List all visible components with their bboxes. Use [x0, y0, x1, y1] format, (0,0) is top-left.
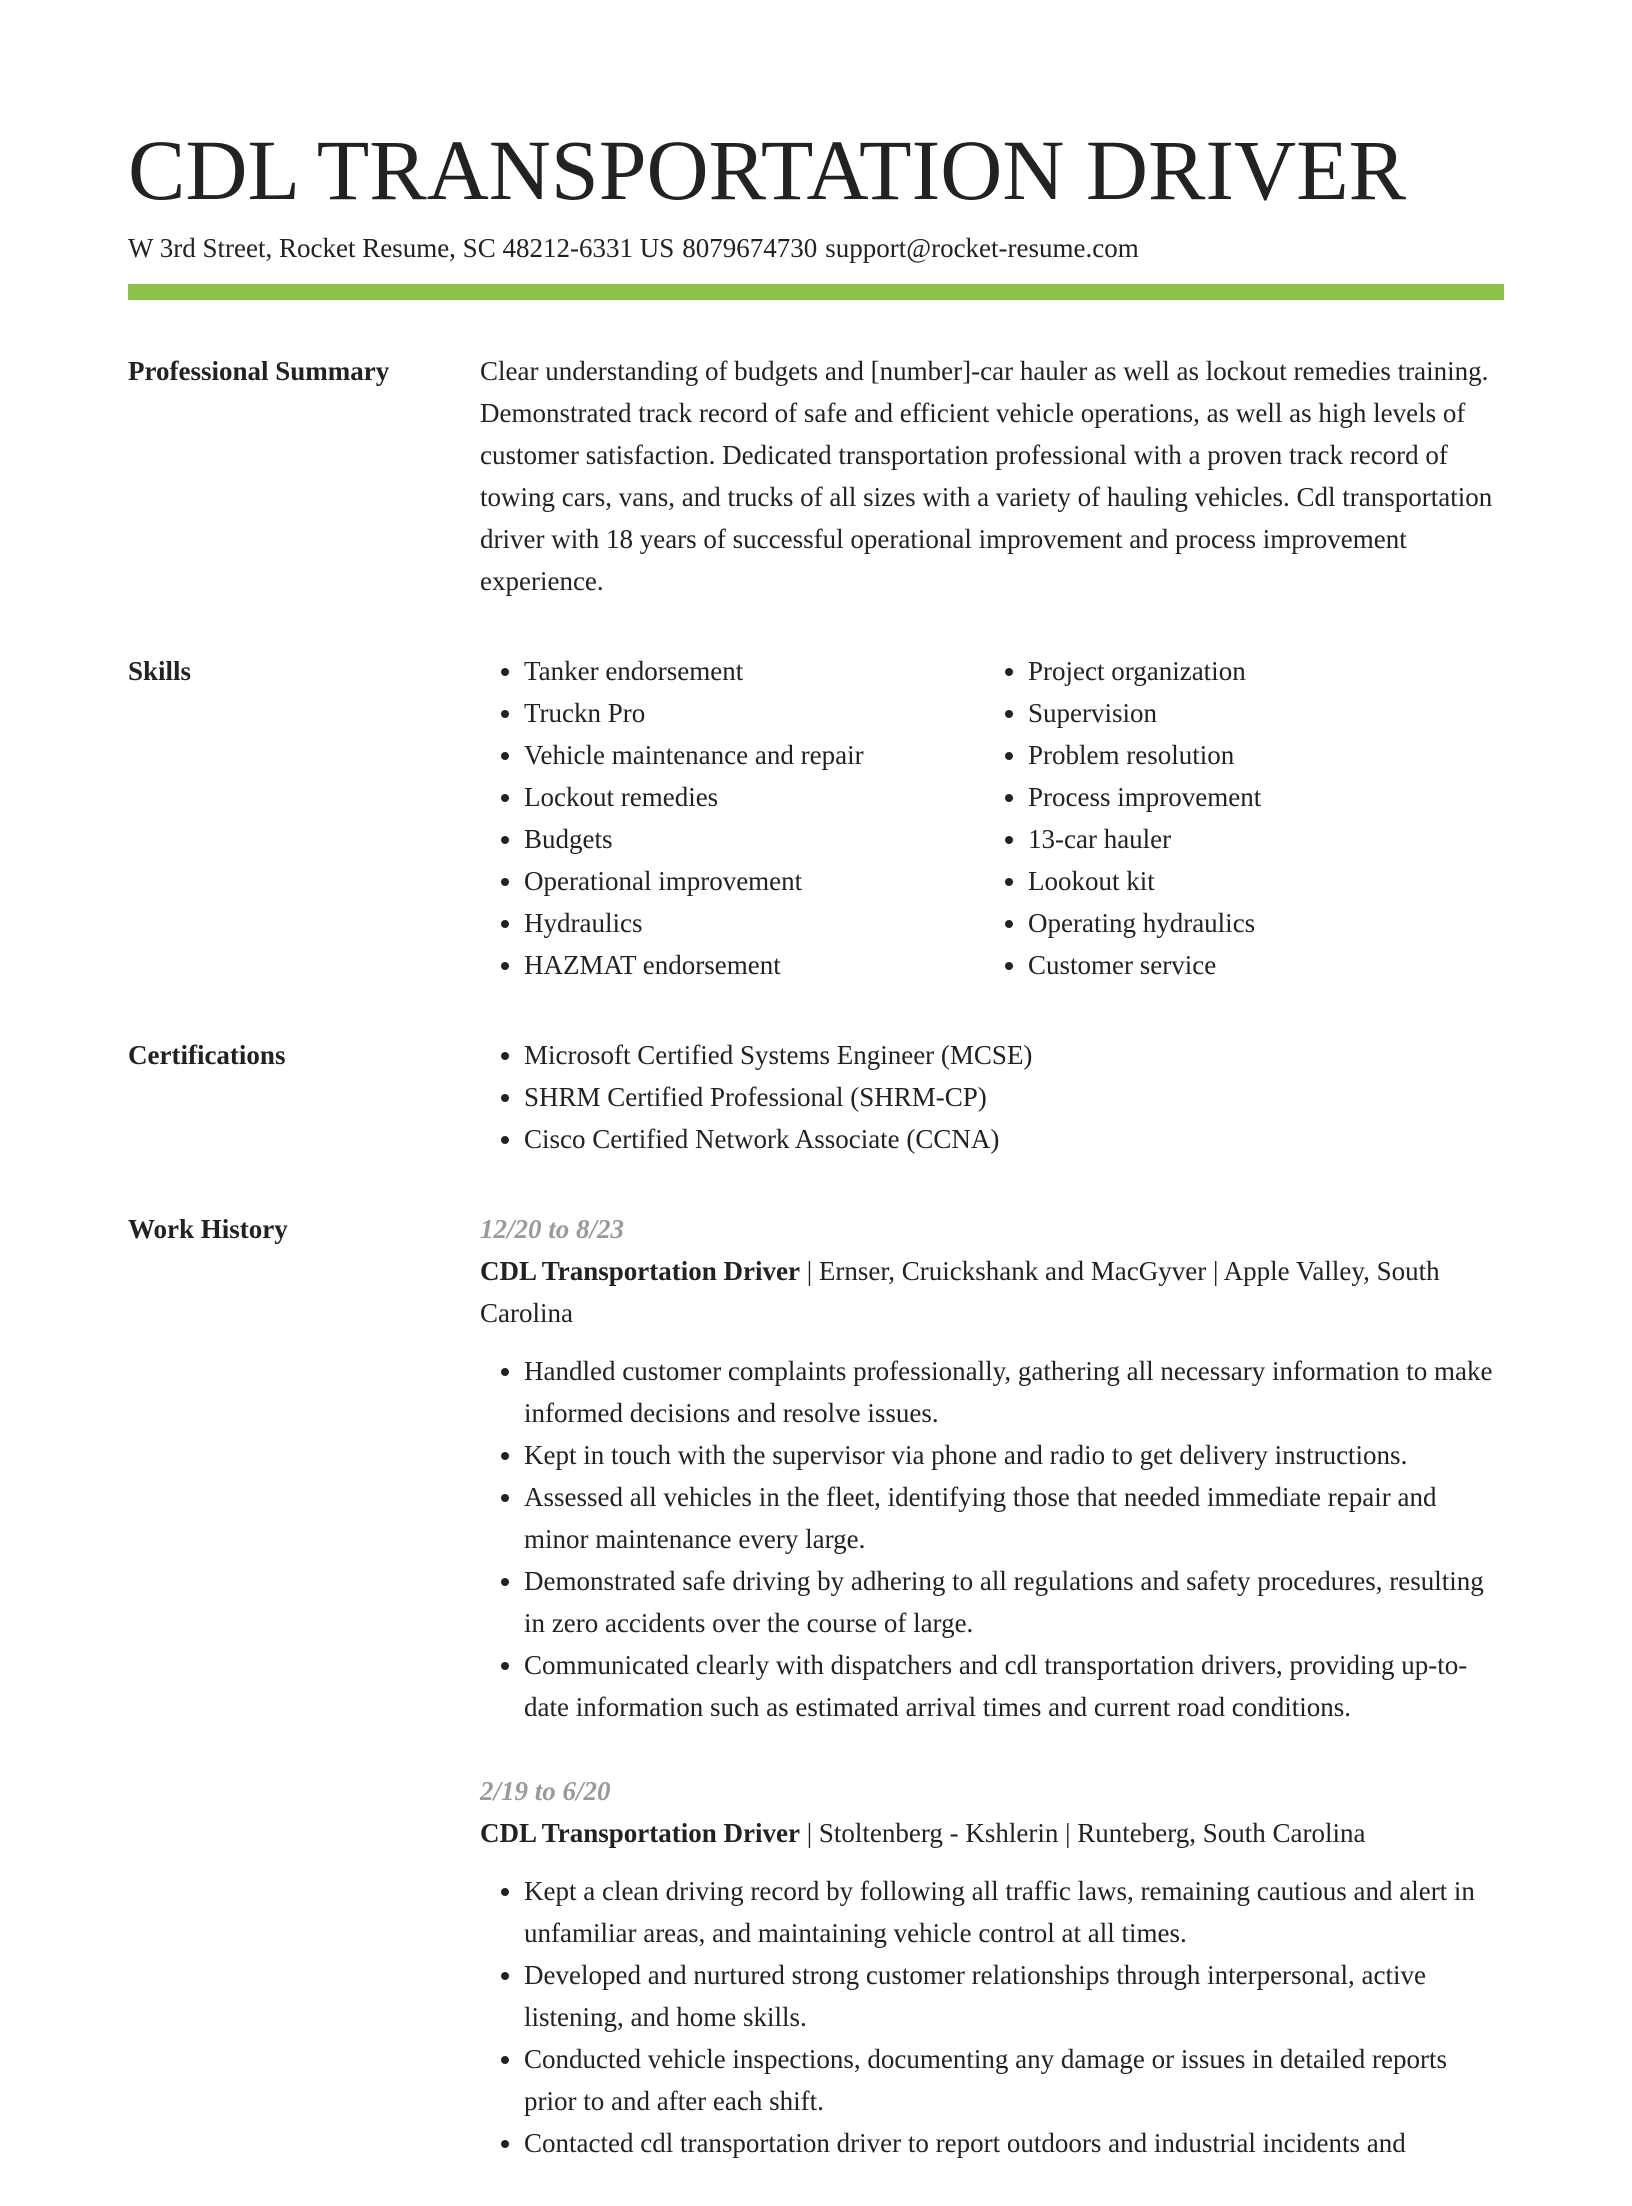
- work-history-section: [128, 1208, 1504, 2206]
- job-entry: [480, 1770, 1504, 2164]
- job-title-line: [480, 1250, 1504, 1334]
- skills-left-column: [480, 650, 984, 986]
- job-bullet: • Contacted cdl transportation driver to report outdoors and industrial incidents and: [524, 2122, 1504, 2164]
- job-title: CDL Transportation Driver: [480, 1256, 800, 1286]
- skill-item: • Vehicle maintenance and repair: [524, 734, 984, 776]
- skill-item: • Hydraulics: [524, 902, 984, 944]
- job-bullet: • Conducted vehicle inspections, documenting any damage or issues in detailed reports prior to and after each shift.: [524, 2038, 1504, 2122]
- skill-item: • Problem resolution: [1028, 734, 1488, 776]
- resume-page: [128, 120, 1504, 2206]
- skill-item: • Supervision: [1028, 692, 1488, 734]
- job-bullet: • Handled customer complaints professionally, gathering all necessary information to make informed decisions and resolve issues.: [524, 1350, 1504, 1434]
- job-entry: [480, 1208, 1504, 1728]
- skills-right-column: [984, 650, 1488, 986]
- job-dates: 2/19 to 6/20: [480, 1776, 611, 1806]
- work-history-heading: Work History: [128, 1214, 288, 1244]
- job-bullet: • Kept in touch with the supervisor via phone and radio to get delivery instructions.: [524, 1434, 1504, 1476]
- summary-heading: Professional Summary: [128, 356, 390, 386]
- job-bullets: [480, 1870, 1504, 2164]
- header-divider: [128, 284, 1504, 300]
- job-details: | Ernser, Cruickshank and MacGyver | Apple Valley, South Carolina: [480, 1256, 1440, 1328]
- email: support@rocket-resume.com: [825, 233, 1139, 263]
- skill-item: • Project organization: [1028, 650, 1488, 692]
- certifications-list: [480, 1034, 1504, 1160]
- skill-item: • Process improvement: [1028, 776, 1488, 818]
- job-dates: 12/20 to 8/23: [480, 1214, 625, 1244]
- job-bullet: • Demonstrated safe driving by adhering to all regulations and safety procedures, resulting in zero accidents over the course of large.: [524, 1560, 1504, 1644]
- phone: 8079674730: [682, 233, 818, 263]
- summary-text: Clear understanding of budgets and [number]-car hauler as well as lockout remedies training. Demonstrated track record of safe and efficient vehicle operations, as well as high levels of customer satisfaction. Dedicated transportation professional with a proven track record of towing cars, vans, and trucks of all sizes with a variety of hauling vehicles. Cdl transportation driver with 18 years of successful operational improvement and process improvement experience.: [480, 356, 1493, 596]
- certifications-heading: Certifications: [128, 1040, 286, 1070]
- skill-item: • Operating hydraulics: [1028, 902, 1488, 944]
- summary-section: [128, 350, 1504, 602]
- job-bullet: • Assessed all vehicles in the fleet, identifying those that needed immediate repair and minor maintenance every large.: [524, 1476, 1504, 1560]
- job-title: CDL Transportation Driver: [480, 1818, 800, 1848]
- skill-item: • Truckn Pro: [524, 692, 984, 734]
- candidate-name: CDL TRANSPORTATION DRIVER: [128, 122, 1407, 218]
- job-bullets: [480, 1350, 1504, 1728]
- certification-item: • Microsoft Certified Systems Engineer (MCSE): [524, 1034, 1504, 1076]
- address: W 3rd Street, Rocket Resume, SC 48212-6331 US: [128, 233, 675, 263]
- job-bullet: • Developed and nurtured strong customer relationships through interpersonal, active listening, and home skills.: [524, 1954, 1504, 2038]
- job-title-line: [480, 1812, 1504, 1854]
- job-details: | Stoltenberg - Kshlerin | Runteberg, South Carolina: [800, 1818, 1366, 1848]
- skill-item: • Budgets: [524, 818, 984, 860]
- certification-item: • SHRM Certified Professional (SHRM-CP): [524, 1076, 1504, 1118]
- skill-item: • Tanker endorsement: [524, 650, 984, 692]
- skills-section: [128, 650, 1504, 986]
- contact-line: [128, 228, 1504, 268]
- skill-item: • Customer service: [1028, 944, 1488, 986]
- certification-item: • Cisco Certified Network Associate (CCNA): [524, 1118, 1504, 1160]
- skills-grid: [480, 650, 1504, 986]
- job-bullet: • Kept a clean driving record by following all traffic laws, remaining cautious and alert in unfamiliar areas, and maintaining vehicle control at all times.: [524, 1870, 1504, 1954]
- skill-item: • 13-car hauler: [1028, 818, 1488, 860]
- skill-item: • Lookout kit: [1028, 860, 1488, 902]
- skill-item: • Lockout remedies: [524, 776, 984, 818]
- certifications-section: [128, 1034, 1504, 1160]
- job-bullet: • Communicated clearly with dispatchers and cdl transportation drivers, providing up-to-date information such as estimated arrival times and current road conditions.: [524, 1644, 1504, 1728]
- skill-item: • Operational improvement: [524, 860, 984, 902]
- skill-item: • HAZMAT endorsement: [524, 944, 984, 986]
- skills-heading: Skills: [128, 656, 192, 686]
